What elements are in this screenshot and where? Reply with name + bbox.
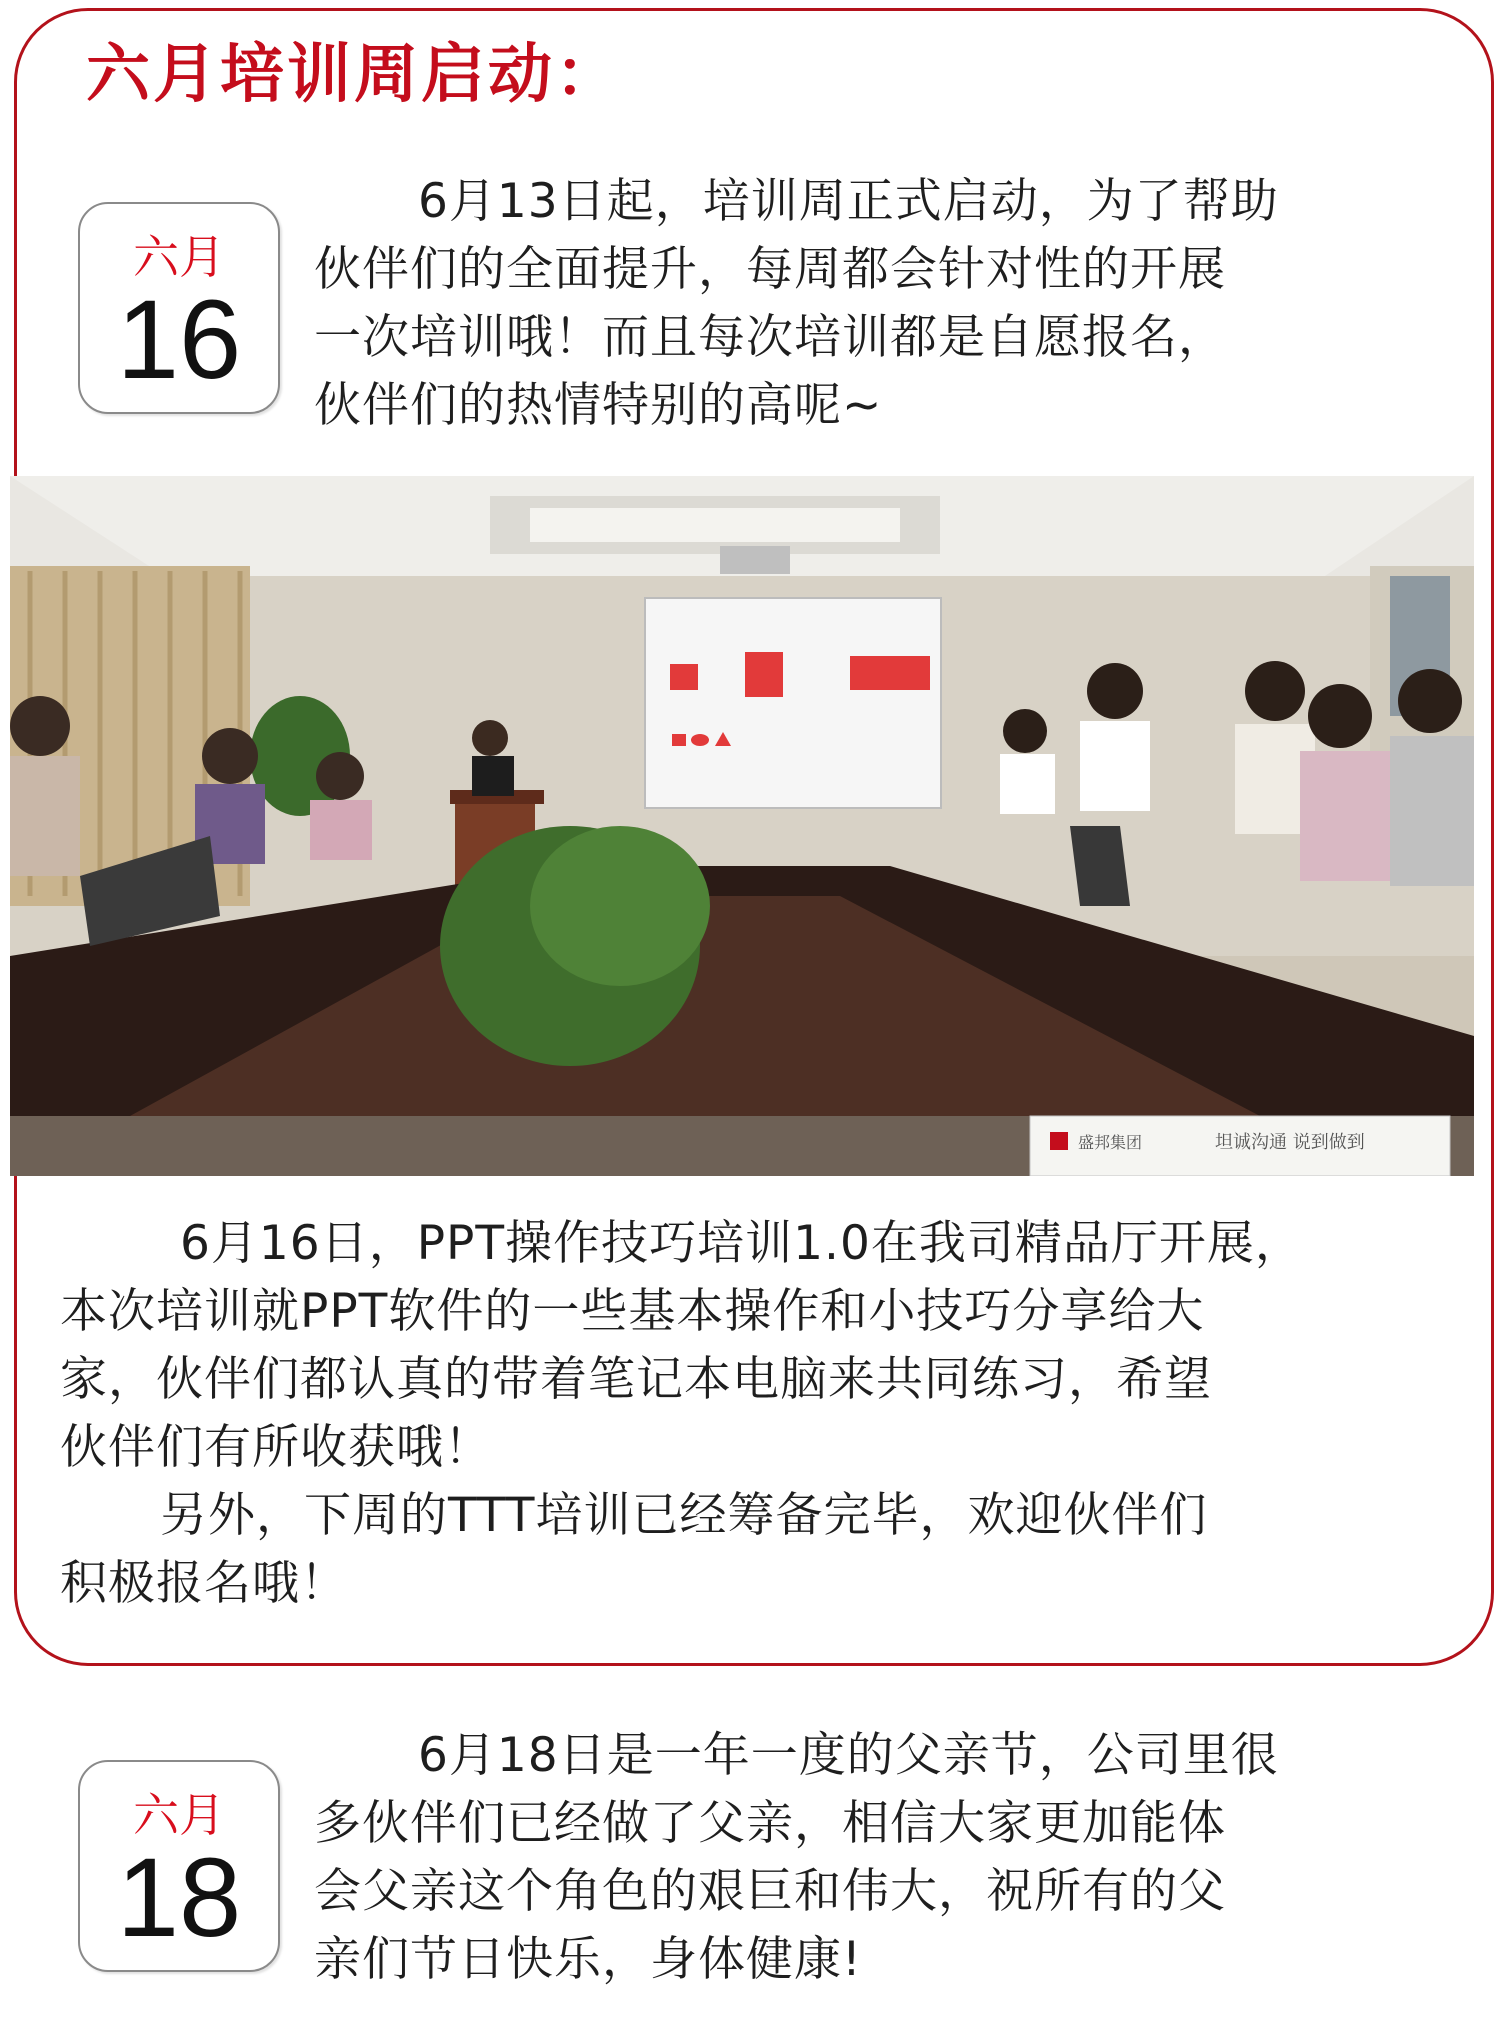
body-paragraph xyxy=(60,1210,1510,1618)
date-day: 18 xyxy=(116,1835,242,1960)
date-card-16 xyxy=(78,202,280,414)
intro-line: 伙伴们的全面提升，每周都会针对性的开展 xyxy=(314,242,1226,297)
intro-line: 伙伴们的热情特别的高呢~ xyxy=(314,378,883,433)
intro-line: 一次培训哦！而且每次培训都是自愿报名， xyxy=(314,310,1226,365)
intro-line: 6月13日起，培训周正式启动，为了帮助 xyxy=(418,174,1279,229)
page-title: 六月培训周启动： xyxy=(86,38,622,110)
fathers-day-line: 会父亲这个角色的艰巨和伟大，祝所有的父 xyxy=(314,1864,1226,1919)
nameplate-slogan: 坦诚沟通 说到做到 xyxy=(1215,1132,1365,1153)
body-line: 本次培训就PPT软件的一些基本操作和小技巧分享给大 xyxy=(60,1284,1205,1339)
body-line: 伙伴们有所收获哦！ xyxy=(60,1420,492,1475)
date-day: 16 xyxy=(116,277,242,402)
meeting-photo xyxy=(10,476,1474,1176)
date-month: 六月 xyxy=(133,230,225,284)
fathers-day-line: 6月18日是一年一度的父亲节，公司里很 xyxy=(418,1728,1279,1783)
intro-paragraph xyxy=(314,168,1484,440)
date-month: 六月 xyxy=(133,1788,225,1842)
body-line: 6月16日，PPT操作技巧培训1.0在我司精品厅开展， xyxy=(180,1216,1303,1271)
body-line: 积极报名哦！ xyxy=(60,1556,348,1611)
fathers-day-paragraph xyxy=(314,1722,1484,1994)
body-line: 另外，下周的TTT培训已经筹备完毕，欢迎伙伴们 xyxy=(160,1488,1208,1543)
fathers-day-line: 亲们节日快乐，身体健康! xyxy=(314,1932,862,1987)
nameplate-brand: 盛邦集团 xyxy=(1078,1133,1143,1152)
fathers-day-line: 多伙伴们已经做了父亲，相信大家更加能体 xyxy=(314,1796,1226,1851)
date-card-18 xyxy=(78,1760,280,1972)
body-line: 家，伙伴们都认真的带着笔记本电脑来共同练习，希望 xyxy=(60,1352,1212,1407)
